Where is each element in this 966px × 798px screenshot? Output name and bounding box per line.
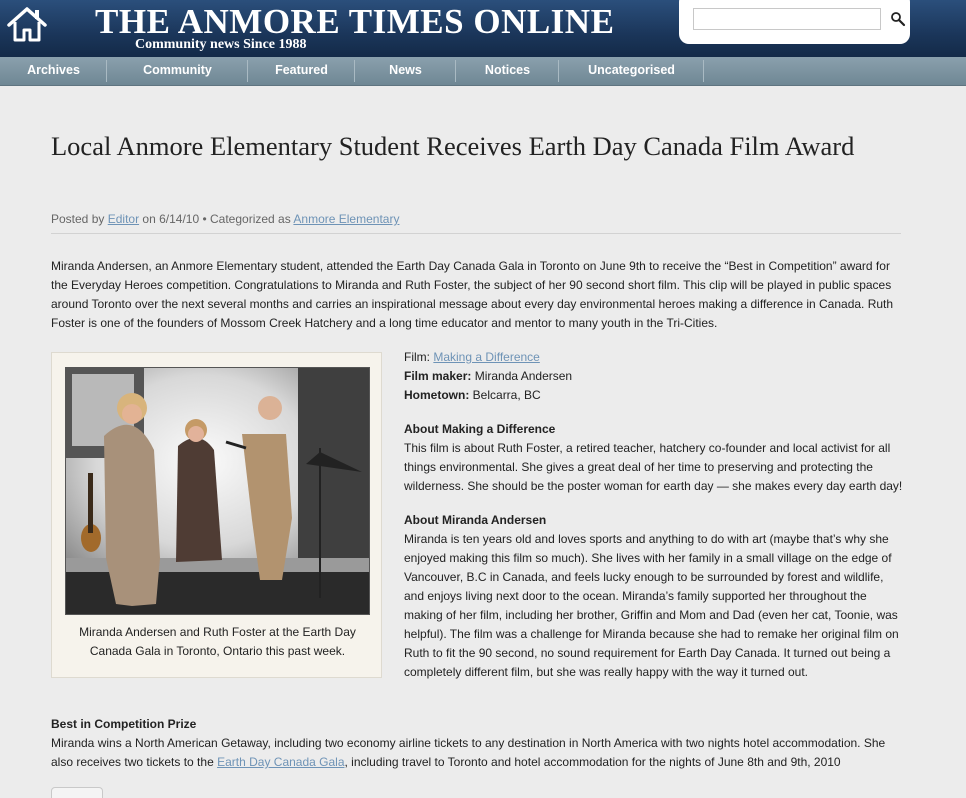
- prize-text-part-2: , including travel to Toronto and hotel accommodation for the nights of June 8th and 9th, 2010: [344, 755, 841, 769]
- event-photo[interactable]: [65, 367, 370, 615]
- about-miranda-heading: [404, 511, 904, 530]
- main-nav: [0, 57, 966, 86]
- meta-posted-by: Posted by: [51, 212, 105, 226]
- nav-item-uncategorised[interactable]: Uncategorised: [588, 63, 675, 77]
- event-photo-illustration: [66, 368, 369, 614]
- category-link[interactable]: Anmore Elementary: [293, 212, 400, 226]
- film-label: Film:: [404, 350, 430, 364]
- nav-item-notices[interactable]: Notices: [484, 63, 531, 77]
- prize-heading: [51, 715, 901, 734]
- prize-heading-text: Best in Competition Prize: [51, 717, 197, 731]
- prize-text-part-1: Miranda wins a North American Getaway, including two economy airline tickets to any destination in North America with two nights hotel accommodation. She also receives two tickets to the: [51, 736, 886, 769]
- hometown-value: Belcarra, BC: [472, 388, 541, 402]
- film-maker-label: Film maker:: [404, 369, 472, 383]
- site-title[interactable]: THE ANMORE TIMES ONLINE: [95, 2, 615, 41]
- site-tagline: Community news Since 1988: [135, 37, 307, 52]
- post-title[interactable]: Local Anmore Elementary Student Receives Earth Day Canada Film Award: [51, 131, 855, 161]
- film-maker-value: Miranda Andersen: [474, 369, 573, 383]
- author-link[interactable]: Editor: [107, 212, 140, 226]
- nav-separator: [703, 60, 704, 82]
- post-intro: Miranda Andersen, an Anmore Elementary student, attended the Earth Day Canada Gala in Toronto on June 9th to receive the “Best in Competition” award for the Everyday Heroes competition. Congratulations to Miranda and Ruth Foster, the subject of her 90 second short film. This clip will be played in public spaces around Toronto over the next several months and carries an inspirational message about every day environmental heroes making a difference in Canada. Ruth Foster is one of the founders of Mossom Creek Hatchery and a long time educator and mentor to many youth in the Tri-Cities.: [51, 259, 894, 330]
- meta-date: on 6/14/10 • Categorized as: [142, 212, 291, 226]
- hometown-label: Hometown:: [404, 388, 470, 402]
- hometown-row: [404, 386, 904, 405]
- prize-section: [51, 715, 901, 772]
- post-meta: [51, 212, 901, 234]
- site-header: [0, 0, 966, 57]
- about-film-heading: [404, 420, 904, 439]
- nav-item-archives[interactable]: Archives: [27, 63, 80, 77]
- earth-day-gala-link[interactable]: Earth Day Canada Gala: [217, 755, 345, 769]
- search-input[interactable]: [693, 8, 881, 30]
- nav-item-news[interactable]: News: [389, 63, 422, 77]
- nav-item-featured[interactable]: Featured: [275, 63, 328, 77]
- search-box: [679, 0, 910, 44]
- film-maker-row: [404, 367, 904, 386]
- partial-button[interactable]: [51, 787, 103, 798]
- spacer: [404, 405, 904, 420]
- about-film-heading-text: About Making a Difference: [404, 422, 556, 436]
- prize-text: [51, 734, 901, 772]
- nav-item-community[interactable]: Community: [143, 63, 212, 77]
- film-details: [404, 348, 904, 682]
- film-title-link[interactable]: Making a Difference: [433, 350, 540, 364]
- home-icon[interactable]: [5, 4, 49, 44]
- film-row: [404, 348, 904, 367]
- search-icon[interactable]: [890, 11, 906, 27]
- photo-figure: [51, 352, 382, 678]
- about-miranda-text: Miranda is ten years old and loves sports and anything to do with art (maybe that’s why she enjoyed making this film so much). She lives with her family in a small village on the edge of Vancouver, B.C in Canada, and feels lucky enough to be surrounded by forest and wildlife, and enjoys living next door to the ocean. Miranda’s family supported her throughout the making of her film, including her brother, Griffin and Mom and Dad (even her cat, Toonie, was helpful). The film was a challenge for Miranda because she had to remake her original film on Ruth to fit the 90 second, no sound requirement for Earth Day Canada. It turned out being a completely different film, but she was really happy with the way it turned out.: [404, 532, 899, 679]
- about-film-text: This film is about Ruth Foster, a retired teacher, hatchery co-founder and local activist for all things environmental. She gives a great deal of her time to preserving and protecting the wilderness. She should be the poster woman for earth day — she makes every day earth day!: [404, 441, 903, 493]
- photo-caption: Miranda Andersen and Ruth Foster at the Earth Day Canada Gala in Toronto, Ontario this past week.: [79, 625, 356, 658]
- about-miranda-heading-text: About Miranda Andersen: [404, 513, 547, 527]
- spacer: [404, 496, 904, 511]
